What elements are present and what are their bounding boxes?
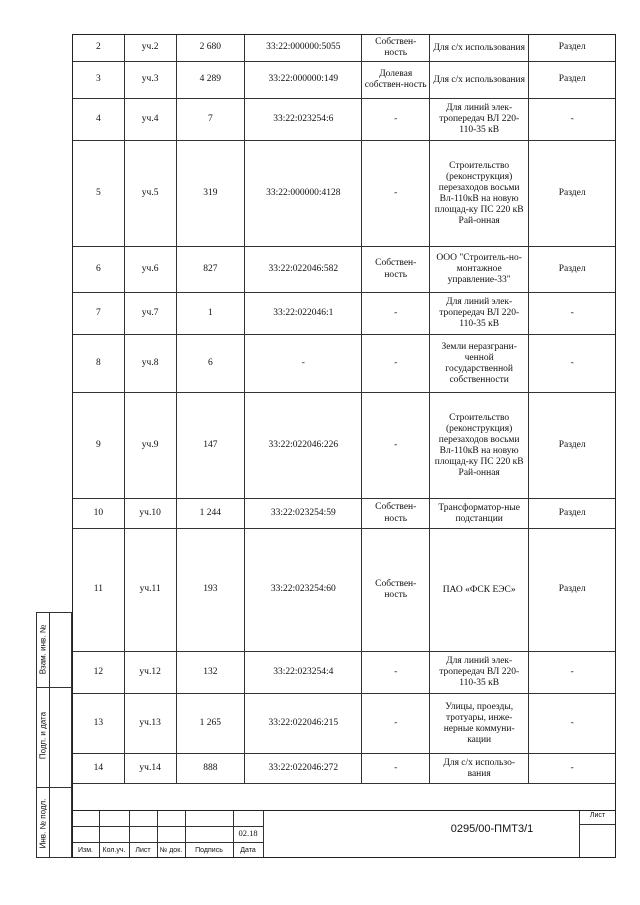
revision-date: 02.18 bbox=[238, 828, 258, 838]
cell-area: 1 bbox=[176, 293, 245, 335]
cell-area: 193 bbox=[176, 529, 245, 652]
left-margin-stamp bbox=[36, 612, 72, 858]
cell-area: 4 289 bbox=[176, 62, 245, 99]
cell-plot: уч.6 bbox=[124, 247, 176, 293]
col-label-list: Лист bbox=[135, 847, 151, 854]
cell-cadastral: 33:22:022046:272 bbox=[245, 754, 362, 784]
cell-note: - bbox=[529, 754, 616, 784]
cell-cadastral: 33:22:023254:60 bbox=[245, 529, 362, 652]
sign-date-label: Подп. и дата bbox=[38, 711, 48, 760]
cell-area: 319 bbox=[176, 141, 245, 247]
col-label-doc-num: № док. bbox=[159, 847, 183, 854]
cell-cadastral: 33:22:000000:4128 bbox=[245, 141, 362, 247]
cell-use: Земли неразграни-ченной государственной собственности bbox=[430, 335, 529, 393]
cell-num: 6 bbox=[73, 247, 125, 293]
cell-area: 1 244 bbox=[176, 499, 245, 529]
cell-num: 12 bbox=[73, 652, 125, 694]
cell-plot: уч.13 bbox=[124, 694, 176, 754]
cell-plot: уч.12 bbox=[124, 652, 176, 694]
cell-area: 7 bbox=[176, 99, 245, 141]
cell-area: 827 bbox=[176, 247, 245, 293]
cell-note: - bbox=[529, 652, 616, 694]
cell-area: 888 bbox=[176, 754, 245, 784]
cell-use: Строительство (реконструкция) перезаходов восьми Вл-110кВ на новую площад-ку ПС 220 кВ Рай-онная bbox=[430, 141, 529, 247]
cell-num: 8 bbox=[73, 335, 125, 393]
cell-right: - bbox=[362, 141, 430, 247]
document-code: 0295/00-ПМТ3/1 bbox=[450, 823, 534, 835]
cell-cadastral: 33:22:000000:149 bbox=[245, 62, 362, 99]
inv-original-label: Инв. № подл. bbox=[38, 798, 48, 849]
col-label-izm: Изм. bbox=[78, 847, 93, 854]
cell-num: 13 bbox=[73, 694, 125, 754]
cell-note: Раздел bbox=[529, 35, 616, 62]
cell-note: Раздел bbox=[529, 499, 616, 529]
cell-right: Собствен-ность bbox=[362, 499, 430, 529]
cell-plot: уч.5 bbox=[124, 141, 176, 247]
cell-use: Трансформатор-ные подстанции bbox=[430, 499, 529, 529]
cell-plot: уч.11 bbox=[124, 529, 176, 652]
cell-note: Раздел bbox=[529, 393, 616, 499]
cell-right: Долевая собствен-ность bbox=[362, 62, 430, 99]
cell-use: Строительство (реконструкция) перезаходов восьми Вл-110кВ на новую площад-ку ПС 220 кВ Рай-онная bbox=[430, 393, 529, 499]
cell-num: 14 bbox=[73, 754, 125, 784]
cell-use: Для линий элек-тропередач ВЛ 220-110-35 кВ bbox=[430, 293, 529, 335]
cell-note: Раздел bbox=[529, 529, 616, 652]
cell-cadastral: 33:22:023254:4 bbox=[245, 652, 362, 694]
cell-plot: уч.9 bbox=[124, 393, 176, 499]
cell-use: Для линий элек-тропередач ВЛ 220-110-35 кВ bbox=[430, 99, 529, 141]
cell-num: 4 bbox=[73, 99, 125, 141]
cell-right: - bbox=[362, 335, 430, 393]
cell-right: Собствен-ность bbox=[362, 247, 430, 293]
cell-right: Собствен-ность bbox=[362, 35, 430, 62]
cell-right: - bbox=[362, 393, 430, 499]
cell-use: Для линий элек-тропередач ВЛ 220-110-35 кВ bbox=[430, 652, 529, 694]
cell-plot: уч.14 bbox=[124, 754, 176, 784]
cell-cadastral: 33:22:022046:215 bbox=[245, 694, 362, 754]
cell-cadastral: 33:22:023254:59 bbox=[245, 499, 362, 529]
col-label-signature: Подпись bbox=[195, 847, 223, 854]
cell-plot: уч.4 bbox=[124, 99, 176, 141]
cell-right: - bbox=[362, 652, 430, 694]
sheet-label: Лист bbox=[589, 812, 606, 819]
cell-use: Улицы, проезды, тротуары, инже-нерные коммуни-кации bbox=[430, 694, 529, 754]
cell-right: Собствен-ность bbox=[362, 529, 430, 652]
cell-use: ООО "Строитель-но-монтажное управление-33" bbox=[430, 247, 529, 293]
cell-plot: уч.10 bbox=[124, 499, 176, 529]
cell-cadastral: 33:22:022046:226 bbox=[245, 393, 362, 499]
cell-num: 10 bbox=[73, 499, 125, 529]
cell-num: 9 bbox=[73, 393, 125, 499]
cell-num: 5 bbox=[73, 141, 125, 247]
cell-area: 6 bbox=[176, 335, 245, 393]
cell-cadastral: 33:22:023254:6 bbox=[245, 99, 362, 141]
cell-cadastral: 33:22:000000:5055 bbox=[245, 35, 362, 62]
cell-right: - bbox=[362, 99, 430, 141]
cell-right: - bbox=[362, 694, 430, 754]
cell-use: Для с/х использования bbox=[430, 35, 529, 62]
cell-area: 2 680 bbox=[176, 35, 245, 62]
inv-replace-label: Взам. инв. № bbox=[38, 624, 48, 675]
cell-cadastral: 33:22:022046:1 bbox=[245, 293, 362, 335]
cell-num: 3 bbox=[73, 62, 125, 99]
page-frame bbox=[72, 34, 616, 858]
cell-num: 7 bbox=[73, 293, 125, 335]
cell-use: ПАО «ФСК ЕЭС» bbox=[430, 529, 529, 652]
cell-note: - bbox=[529, 694, 616, 754]
cell-note: - bbox=[529, 99, 616, 141]
cell-cadastral: 33:22:022046:582 bbox=[245, 247, 362, 293]
cell-note: Раздел bbox=[529, 141, 616, 247]
cell-use: Для с/х использо-вания bbox=[430, 754, 529, 784]
cell-right: - bbox=[362, 293, 430, 335]
cell-area: 147 bbox=[176, 393, 245, 499]
col-label-date: Дата bbox=[240, 847, 256, 854]
cell-note: - bbox=[529, 293, 616, 335]
cell-num: 11 bbox=[73, 529, 125, 652]
cell-plot: уч.3 bbox=[124, 62, 176, 99]
cell-plot: уч.2 bbox=[124, 35, 176, 62]
cell-cadastral: - bbox=[245, 335, 362, 393]
cell-note: Раздел bbox=[529, 62, 616, 99]
cell-area: 132 bbox=[176, 652, 245, 694]
cell-right: - bbox=[362, 754, 430, 784]
col-label-kol-uch: Кол.уч. bbox=[102, 847, 126, 854]
cell-note: - bbox=[529, 335, 616, 393]
cell-use: Для с/х использования bbox=[430, 62, 529, 99]
cell-note: Раздел bbox=[529, 247, 616, 293]
cell-plot: уч.7 bbox=[124, 293, 176, 335]
cell-area: 1 265 bbox=[176, 694, 245, 754]
cell-num: 2 bbox=[73, 35, 125, 62]
cell-plot: уч.8 bbox=[124, 335, 176, 393]
